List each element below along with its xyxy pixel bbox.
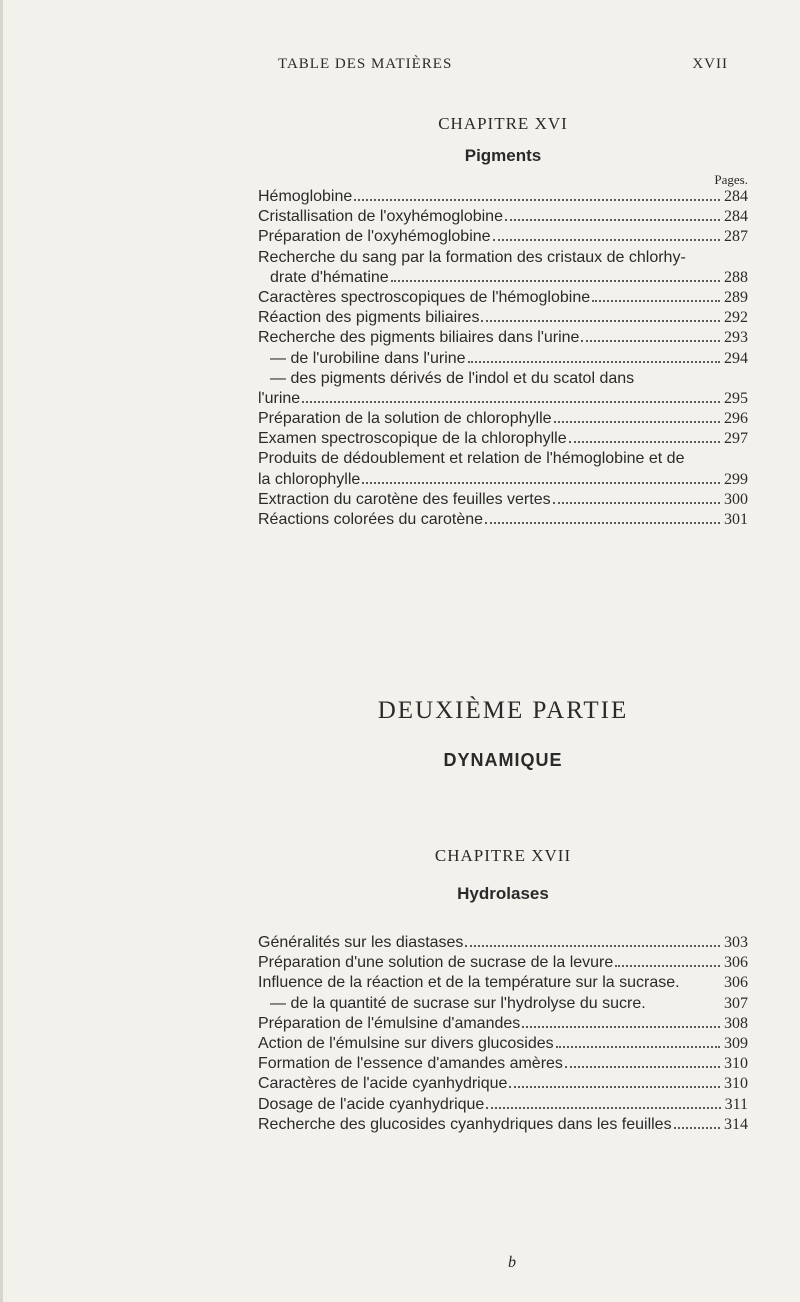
toc-entry [258,350,748,370]
toc-entry-page: 284 [724,208,748,226]
toc-entry-page: 287 [724,228,748,246]
toc-entry-text: — des pigments dérivés de l'indol et du scatol dans [270,369,635,387]
toc-entry-text: Préparation de l'oxyhémoglobine [258,228,491,246]
leader-dots [553,502,720,504]
toc-entry-text: Caractères spectroscopiques de l'hémoglobine [258,288,591,306]
toc-entry-page: 297 [724,430,748,448]
toc-entry-page: 303 [724,934,748,951]
part-title: DEUXIÈME PARTIE [377,697,629,724]
toc-entry-page: 310 [724,1075,748,1093]
toc-entry-page: 288 [724,268,748,286]
leader-dots [615,965,720,967]
toc-entry [258,289,748,309]
toc-entry-text: Préparation de l'émulsine d'amandes [258,1014,521,1032]
toc-entry [258,491,748,511]
toc-entry-page: 309 [724,1034,748,1052]
running-head-title: TABLE DES MATIÈRES [278,56,453,72]
leader-dots [565,1066,720,1068]
toc-entry-page: 311 [724,1095,748,1113]
leader-dots [354,199,720,201]
toc-entry-page: 308 [724,1014,748,1032]
toc-entry-text: Préparation de la solution de chlorophylle [258,410,552,428]
leader-dots [468,361,720,363]
toc-entry [258,1096,748,1116]
toc-entry-page: 284 [724,188,748,205]
toc-entry-page: 314 [724,1115,748,1133]
toc-entry-page: 300 [724,490,748,508]
toc-entry-text: Hémoglobine [258,188,353,205]
chapter-17-heading: CHAPITRE XVII [434,846,572,865]
leader-dots [556,1046,720,1048]
toc-entry [258,269,748,289]
toc-entry-page: 295 [724,389,748,407]
toc-entry [258,228,748,248]
toc-entry-text: Caractères de l'acide cyanhydrique [258,1075,508,1093]
leader-dots [465,945,720,947]
toc-entry-text: Examen spectroscopique de la chlorophylle [258,430,567,448]
toc-entry [258,430,748,450]
toc-entry-text: Cristallisation de l'oxyhémoglobine [258,208,503,226]
toc-entry-text: Produits de dédoublement et relation de l'hémoglobine et de [258,450,685,468]
leader-dots [505,219,720,221]
toc-entry-page: 306 [724,974,748,992]
leader-dots [362,482,720,484]
leader-dots [554,421,720,423]
toc-entry-page: 294 [724,349,748,367]
leader-dots [302,401,720,403]
toc-list-chapter-16 [258,188,748,531]
pages-column-label: Pages. [714,172,748,187]
part-subtitle: DYNAMIQUE [443,750,563,770]
toc-entry-page: 296 [724,410,748,428]
toc-entry [258,1035,748,1055]
toc-entry-text: Influence de la réaction et de la température sur la sucrase. [258,974,680,992]
toc-entry-text: Recherche du sang par la formation des cristaux de chlorhy- [258,248,686,266]
toc-entry [258,249,748,269]
toc-entry-page: 292 [724,309,748,327]
toc-entry-text: Extraction du carotène des feuilles vertes [258,490,551,508]
toc-entry-page: 293 [724,329,748,347]
leader-dots [592,300,720,302]
toc-entry [258,208,748,228]
toc-entry-page: 301 [724,511,748,528]
toc-entry-page: 289 [724,288,748,306]
leader-dots [493,239,720,241]
toc-entry-page: 306 [724,954,748,972]
toc-entry-text: Action de l'émulsine sur divers glucosides [258,1034,554,1052]
toc-entry-text: la chlorophylle [258,470,361,488]
toc-entry [258,410,748,430]
toc-entry-text: Réaction des pigments biliaires [258,309,480,327]
leader-dots [674,1127,720,1129]
leader-dots [485,522,720,524]
toc-entry-text: Dosage de l'acide cyanhydrique [258,1095,485,1113]
toc-entry [258,511,748,531]
toc-entry-text: l'urine [258,389,301,407]
toc-entry-page: 310 [724,1055,748,1073]
leader-dots [486,1107,720,1109]
leader-dots [522,1026,720,1028]
toc-entry-text: Recherche des glucosides cyanhydriques dans les feuilles [258,1115,672,1133]
toc-entry [258,995,748,1015]
leader-dots [509,1086,720,1088]
leader-dots [569,441,720,443]
toc-entry [258,954,748,974]
toc-entry [258,934,748,954]
chapter-16-heading: CHAPITRE XVI [438,114,568,133]
toc-entry [258,1015,748,1035]
leader-dots [481,320,720,322]
toc-entry-text: Formation de l'essence d'amandes amères [258,1055,563,1073]
chapter-16-section-title: Pigments [464,146,542,165]
running-head-page-number: XVII [692,56,728,72]
toc-entry [258,329,748,349]
toc-list-chapter-17 [258,934,748,1136]
leader-dots [581,340,720,342]
toc-entry [258,1055,748,1075]
toc-entry [258,390,748,410]
signature-mark: b [508,1254,516,1271]
page-edge [0,0,3,1302]
toc-entry-text: Réactions colorées du carotène [258,511,484,528]
toc-entry [258,188,748,208]
toc-entry-text: drate d'hématine [270,268,389,286]
toc-entry-text: — de l'urobiline dans l'urine [270,349,466,367]
toc-entry-text: Préparation d'une solution de sucrase de la levure [258,954,614,972]
toc-entry [258,974,748,994]
toc-entry-page: 307 [724,994,748,1012]
toc-entry-text: Recherche des pigments biliaires dans l'urine [258,329,580,347]
toc-entry [258,1075,748,1095]
toc-entry [258,471,748,491]
toc-entry [258,309,748,329]
toc-entry-text: Généralités sur les diastases [258,934,464,951]
toc-entry [258,450,748,470]
toc-entry-text: — de la quantité de sucrase sur l'hydrolyse du sucre. [270,994,646,1012]
toc-entry [258,370,748,390]
leader-dots [391,280,720,282]
toc-entry-page: 299 [724,470,748,488]
chapter-17-section-title: Hydrolases [457,884,549,903]
toc-entry [258,1116,748,1136]
